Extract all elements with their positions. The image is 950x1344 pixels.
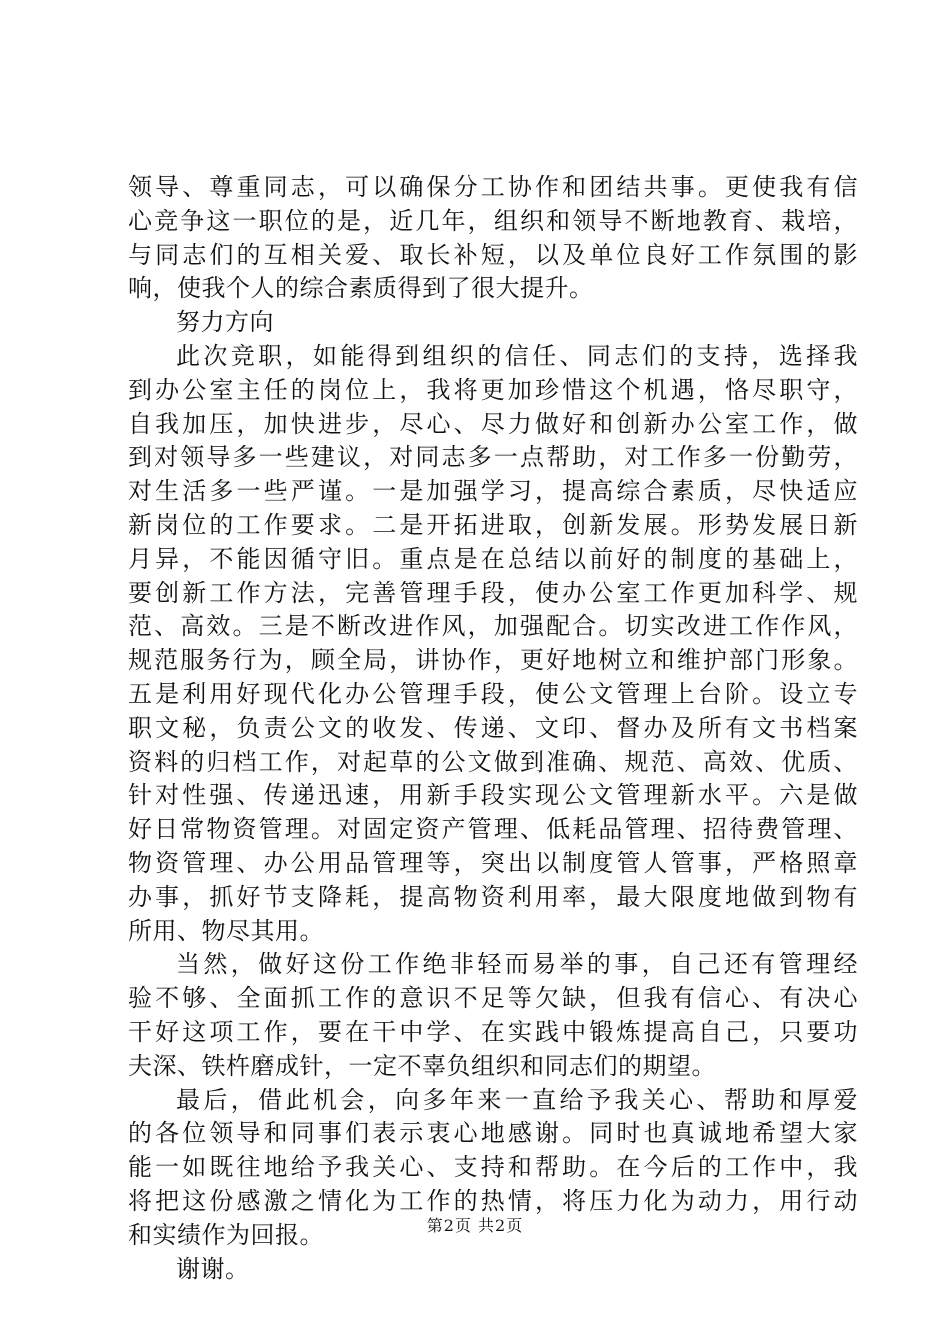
text-line: 到办公室主任的岗位上，我将更加珍惜这个机遇，恪尽职守， (128, 375, 858, 404)
text-line: 物资管理、办公用品管理等，突出以制度管人管事，严格照章 (128, 848, 858, 877)
page-footer: 第2页 共2页 (426, 1216, 524, 1235)
text-line: 资料的归档工作，对起草的公文做到准确、规范、高效、优质、 (128, 747, 858, 776)
text-line: 当然，做好这份工作绝非轻而易举的事，自己还有管理经 (176, 950, 858, 979)
text-line: 好日常物资管理。对固定资产管理、低耗品管理、招待费管理、 (128, 815, 858, 844)
text-line: 要创新工作方法，完善管理手段，使办公室工作更加科学、规 (128, 578, 858, 607)
text-line: 与同志们的互相关爱、取长补短，以及单位良好工作氛围的影 (128, 240, 858, 269)
text-line: 新岗位的工作要求。二是开拓进取，创新发展。形势发展日新 (128, 510, 858, 539)
text-line: 将把这份感激之情化为工作的热情，将压力化为动力，用行动 (128, 1186, 858, 1215)
text-line: 努力方向 (176, 308, 274, 337)
text-line: 响，使我个人的综合素质得到了很大提升。 (128, 274, 594, 303)
text-line: 规范服务行为，顾全局，讲协作，更好地树立和维护部门形象。 (128, 646, 858, 675)
text-line: 职文秘，负责公文的收发、传递、文印、督办及所有文书档案 (128, 713, 858, 742)
text-line: 范、高效。三是不断改进作风，加强配合。切实改进工作作风， (128, 612, 858, 641)
text-line: 谢谢。 (176, 1254, 250, 1283)
text-line: 办事，抓好节支降耗，提高物资利用率，最大限度地做到物有 (128, 882, 858, 911)
text-line: 针对性强、传递迅速，用新手段实现公文管理新水平。六是做 (128, 781, 858, 810)
text-line: 五是利用好现代化办公管理手段，使公文管理上台阶。设立专 (128, 679, 858, 708)
text-line: 干好这项工作，要在干中学、在实践中锻炼提高自己，只要功 (128, 1017, 858, 1046)
text-line: 此次竞职，如能得到组织的信任、同志们的支持，选择我 (176, 341, 858, 370)
text-line: 对生活多一些严谨。一是加强学习，提高综合素质，尽快适应 (128, 477, 858, 506)
text-line: 领导、尊重同志，可以确保分工协作和团结共事。更使我有信 (128, 173, 858, 201)
text-line: 的各位领导和同事们表示衷心地感谢。同时也真诚地希望大家 (128, 1119, 858, 1148)
text-line: 夫深、铁杵磨成针，一定不辜负组织和同志们的期望。 (128, 1051, 716, 1080)
text-line: 自我加压，加快进步，尽心、尽力做好和创新办公室工作，做 (128, 409, 858, 438)
body-text (128, 171, 858, 1286)
text-line: 到对领导多一些建议，对同志多一点帮助，对工作多一份勤劳， (128, 443, 858, 472)
text-line: 能一如既往地给予我关心、支持和帮助。在今后的工作中，我 (128, 1153, 858, 1182)
text-line: 和实绩作为回报。 (128, 1220, 324, 1249)
text-line: 验不够、全面抓工作的意识不足等欠缺，但我有信心、有决心 (128, 984, 858, 1013)
text-line: 最后，借此机会，向多年来一直给予我关心、帮助和厚爱 (176, 1085, 858, 1114)
text-line: 所用、物尽其用。 (128, 916, 324, 945)
text-line: 月异，不能因循守旧。重点是在总结以前好的制度的基础上， (128, 544, 858, 573)
text-line: 心竞争这一职位的是，近几年，组织和领导不断地教育、栽培， (128, 206, 858, 235)
